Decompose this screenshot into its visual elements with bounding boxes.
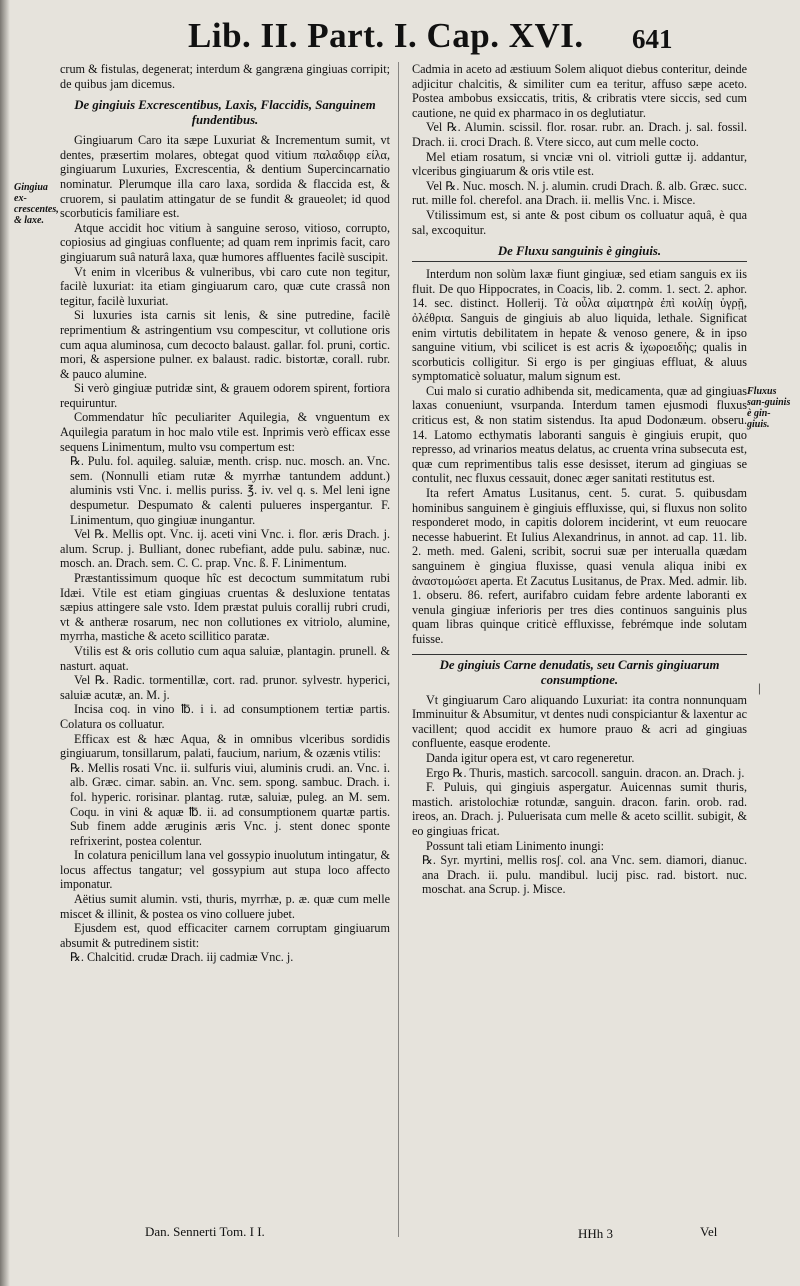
text-paragraph: Cui malo si curatio adhibenda sit, medicamenta, quæ ad gingiuas laxas conueniunt, vsurpanda. Interdum tamen ejusmodi fluxus criticus est, & non statim sistendus. Ita apud Dodonæum. obseru. 14. Latomo ecthymatis laboranti sanguis è gingiuis erupit, quo represso, ad vrinarios meatus delatus, ac cruenta vrina subsecuta est, quæ cum reprimentibus talis esse desisset, iterum ad gingiuas se contulit, nec fluxus cessauit, donec æger sanitati restitutus est.	[412, 383, 747, 486]
margin-bracket-mark: |	[758, 680, 761, 695]
page-number: 641	[632, 24, 673, 54]
text-paragraph: crum & fistulas, degenerat; interdum & gangræna gingiuas corripit; de quibus jam dicemus.	[60, 62, 390, 91]
text-paragraph: Aëtius sumit alumin. vsti, thuris, myrrhæ, p. æ. quæ cum melle miscet & illinit, & postea os vino colluere jubet.	[60, 892, 390, 921]
footer-signature: Dan. Sennerti Tom. I I.	[145, 1224, 265, 1239]
text-paragraph: Si verò gingiuæ putridæ sint, & grauem odorem spirent, fortiora requiruntur.	[60, 381, 390, 410]
text-paragraph: Vt enim in vlceribus & vulneribus, vbi caro cute non tegitur, facilè luxuriat: ita etiam gingiuarum caro, quæ cute crassâ non tegitur, facilè luxuriat.	[60, 264, 390, 308]
column-divider	[398, 62, 399, 1237]
text-paragraph: Præstantissimum quoque hîc est decoctum summitatum rubi Idæi. Vtile est etiam gingiuas cruentas & desluxione tentatas sæpius attingere sale vsto. Idem præstat puluis corallij rubri crudi, vt & antheræ rosarum, nec non collutiones ex vitriolo, alumine, myrrha, mastiche & aceto scillitico paratæ.	[60, 571, 390, 644]
running-title: Lib. II. Part. I. Cap. XVI.	[188, 16, 584, 55]
text-paragraph: In colatura penicillum lana vel gossypio inuolutum intingatur, & locus affectus tangatur; vel gossypium aut stupa loco affecto imponatur.	[60, 848, 390, 892]
text-paragraph: Ita refert Amatus Lusitanus, cent. 5. curat. 5. quibusdam hominibus sanguinem è gingiuis effluxisse, qui, si fluxus non solito responderet modo, in capitis dolorem inciderint, vt eum reuocare necesse habuerint. Et Iulius Alexandrinus, in annot. ad cap. 11. lib. 2. meth. med. Galeni, scribit, socrui suæ per interualla quædam sanguinem è gingiua fluxisse, quasi venula aliqua inibi ex ἀναστομώσει aperta. Et Zacutus Lusitanus, de Prax. Med. admir. lib. 1. obseru. 86. refert, aurifabro cuidam febre ardente laboranti ex venula gingiuæ inferioris per tres dies continuos sanguinis plus quam libras quinque criticè effluxisse, febrémque inde solutam fuisse.	[412, 486, 747, 646]
text-paragraph: Interdum non solùm laxæ fiunt gingiuæ, sed etiam sanguis ex iis fluit. De quo Hippocrates, in Coacis, lib. 2. comm. 1. sect. 2. aphor. 14. sec. distinct. Hollerij. Τὰ οὖλα αἱματηρὰ ἐπὶ κοιλίῃ ὑγρῇ, ὀλέθρια. Sanguis de gingiuis ab aluo liquida, lethale. Significat enim virtutis debilitatem in hepate & venoso genere, & in ipso sanguine vitium, vbi scilicet is est acris & ἰχωροειδὴς; qualis in scorbuticis colligitur. Si ergo is per gingiuas effluat, & aluus symptomaticè soluatur, malum signum est.	[412, 267, 747, 384]
text-paragraph: Ergo ℞. Thuris, mastich. sarcocoll. sanguin. dracon. an. Drach. j.	[426, 765, 745, 780]
recipe-paragraph: ℞. Mellis rosati Vnc. ii. sulfuris viui, aluminis crudi. an. Vnc. i. alb. Græc. cimar. sabin. an. Vnc. sem. spong. sambuc. Drach. i. fol. hyperic. rorisinar. plantag. rutæ, saluiæ, puleg. an M. sem. Coqu. in vini & aquæ ℔. ii. ad consumptionem quartæ partis. Sub finem adde æruginis æris Vnc. j. stent donec sponte refrixerint, postea colentur.	[70, 760, 390, 848]
text-paragraph: Vel ℞. Nuc. mosch. N. j. alumin. crudi Drach. ß. alb. Græc. succ. rut. mille fol. cherefol. ana Drach. ii. mellis Vnc. i. Misce.	[412, 178, 747, 208]
catchword: Vel	[700, 1224, 718, 1239]
page-edge-shadow	[0, 0, 10, 1286]
page-header	[0, 10, 800, 62]
recipe-paragraph: ℞. Syr. myrtini, mellis rosʃ. col. ana Vnc. sem. diamori, dianuc. ana Drach. ii. pulu. mandibul. lucij pisc. rad. bistort. nuc. moschat. ana Scrup. j. Misce.	[422, 853, 747, 897]
text-paragraph: Atque accidit hoc vitium à sanguine seroso, vitioso, corrupto, copiosius ad gingiuas confluente; ad quam rem inprimis facit, caro gingiuarum suâ naturâ laxa, quæ humores affluentes facilè suscipit.	[60, 220, 390, 264]
text-paragraph: Vel ℞. Mellis opt. Vnc. ij. aceti vini Vnc. i. flor. æris Drach. j. alum. Scrup. j. Bulliant, donec rubefiant, adde pulu. sabinæ, nuc. mosch. an. Drach. sem. C. C. prap. Vnc. ß. F. Linimentum.	[60, 527, 390, 571]
text-paragraph: Ejusdem est, quod efficaciter carnem corruptam gingiuarum absumit & putredinem sistit:	[60, 921, 390, 950]
section-heading: De Fluxu sanguinis è gingiuis.	[412, 244, 747, 262]
text-paragraph: Mel etiam rosatum, si vnciæ vni ol. vitrioli guttæ ij. addantur, vlceribus gingiuarum & oris vtile est.	[412, 149, 747, 179]
section-heading: De gingiuis Carne denudatis, seu Carnis gingiuarum consumptione.	[412, 654, 747, 688]
section-heading: De gingiuis Excrescentibus, Laxis, Flaccidis, Sanguinem fundentibus.	[74, 98, 376, 128]
right-column	[412, 62, 747, 1237]
left-column	[60, 62, 390, 1237]
text-paragraph: Gingiuarum Caro ita sæpe Luxuriat & Incrementum sumit, vt dentes, præsertim molares, obtegat quod vitium παλαδιφρ είλα, gingiuarum Luxuries, Excrescentia, & dentium Supercincarnatio nominatur. Plerumque illa caro laxa, sordida & flaccida est, & cruorem, si paulatim attingatur de se fundit & graueolet; id quod scorbuticis familiare est.	[60, 133, 390, 221]
text-paragraph: Vtilissimum est, si ante & post cibum os colluatur aquâ, è qua sal, excoquitur.	[412, 207, 747, 237]
text-paragraph: Efficax est & hæc Aqua, & in omnibus vlceribus sordidis gingiuarum, tonsillarum, palati, faucium, narium, & ozænis vtilis:	[60, 731, 390, 761]
text-paragraph: Cadmia in aceto ad æstiuum Solem aliquot diebus conteritur, deinde adjicitur chalcitis, & similiter cum ea teritur, affuso sæpe aceto. Postea ambobus exsiccatis, tritis, & cribratis vtere siccis, sed cum cautione, ne quid ex pharmaco in os deglutiatur.	[412, 62, 747, 120]
text-paragraph: Commendatur hîc peculiariter Aquilegia, & vnguentum ex Aquilegia paratum in hoc malo vtile est. Inprimis verò efficax esse sequens Linimentum, multo vsu compertum est:	[60, 410, 390, 454]
text-paragraph: Vel ℞. Radic. tormentillæ, cort. rad. prunor. sylvestr. hyperici, saluiæ acutæ, an. M. j.	[60, 673, 390, 702]
text-paragraph: Danda igitur opera est, vt caro regeneretur.	[426, 750, 635, 765]
signature-mark: HHh 3	[578, 1226, 614, 1241]
recipe-paragraph: ℞. Chalcitid. crudæ Drach. iij cadmiæ Vnc. j.	[70, 950, 294, 965]
margin-note-left: Gingiua ex-crescentes, & laxe.	[14, 182, 59, 226]
text-paragraph: Possunt tali etiam Linimento inungi:	[426, 838, 605, 853]
text-paragraph: Vt gingiuarum Caro aliquando Luxuriat: ita contra nonnunquam Imminuitur & Absumitur, vt dentes nudi conspiciantur & laxentur ac vacillent; quod accidit ex humore prauo & acri ad gingiuas confluente, easque erodente.	[412, 692, 747, 751]
text-paragraph: Vtilis est & oris collutio cum aqua saluiæ, plantagin. prunell. & nasturt. aquat.	[60, 643, 390, 673]
text-paragraph: Vel ℞. Alumin. scissil. flor. rosar. rubr. an. Drach. j. sal. fossil. Drach. ii. croci Drach. ß. Vtere sicco, aut cum melle cocto.	[412, 120, 747, 149]
text-paragraph: Si luxuries ista carnis sit lenis, & sine putredine, facilè reprimentium & astringentium vsu compescitur, vt collutione oris cum aqua aluminosa, cum decocto balaust. gallar. fol. pruni, cortic. mori, & aspersione pulner. ex balaust. radic. bistortæ, corall. rubr. & pauco alumine.	[60, 308, 390, 381]
recipe-paragraph: ℞. Pulu. fol. aquileg. saluiæ, menth. crisp. nuc. mosch. an. Vnc. sem. (Nonnulli etiam rutæ & myrrhæ tantundem addunt.) aluminis vsti Vnc. i. mellis puriss. ℥. iv. vel q. s. Mel leni igne despumetur. Despumato & calenti pulueres inspergantur. F. Linimentum, quo gingiuæ inungantur.	[70, 454, 390, 527]
text-paragraph: F. Puluis, qui gingiuis aspergatur. Auicennas sumit thuris, mastich. aristolochiæ rotundæ, sanguin. dracon. farin. orob. rad. ireos, an. Drach. j. Puluerisata cum melle & aceto scillit. subigit, & eo gingiuas fricat.	[412, 780, 747, 838]
text-paragraph: Incisa coq. in vino ℔. i i. ad consumptionem tertiæ partis. Colatura os colluatur.	[60, 702, 390, 731]
margin-note-right: Fluxus san-guinis è gin-giuis.	[747, 386, 791, 430]
